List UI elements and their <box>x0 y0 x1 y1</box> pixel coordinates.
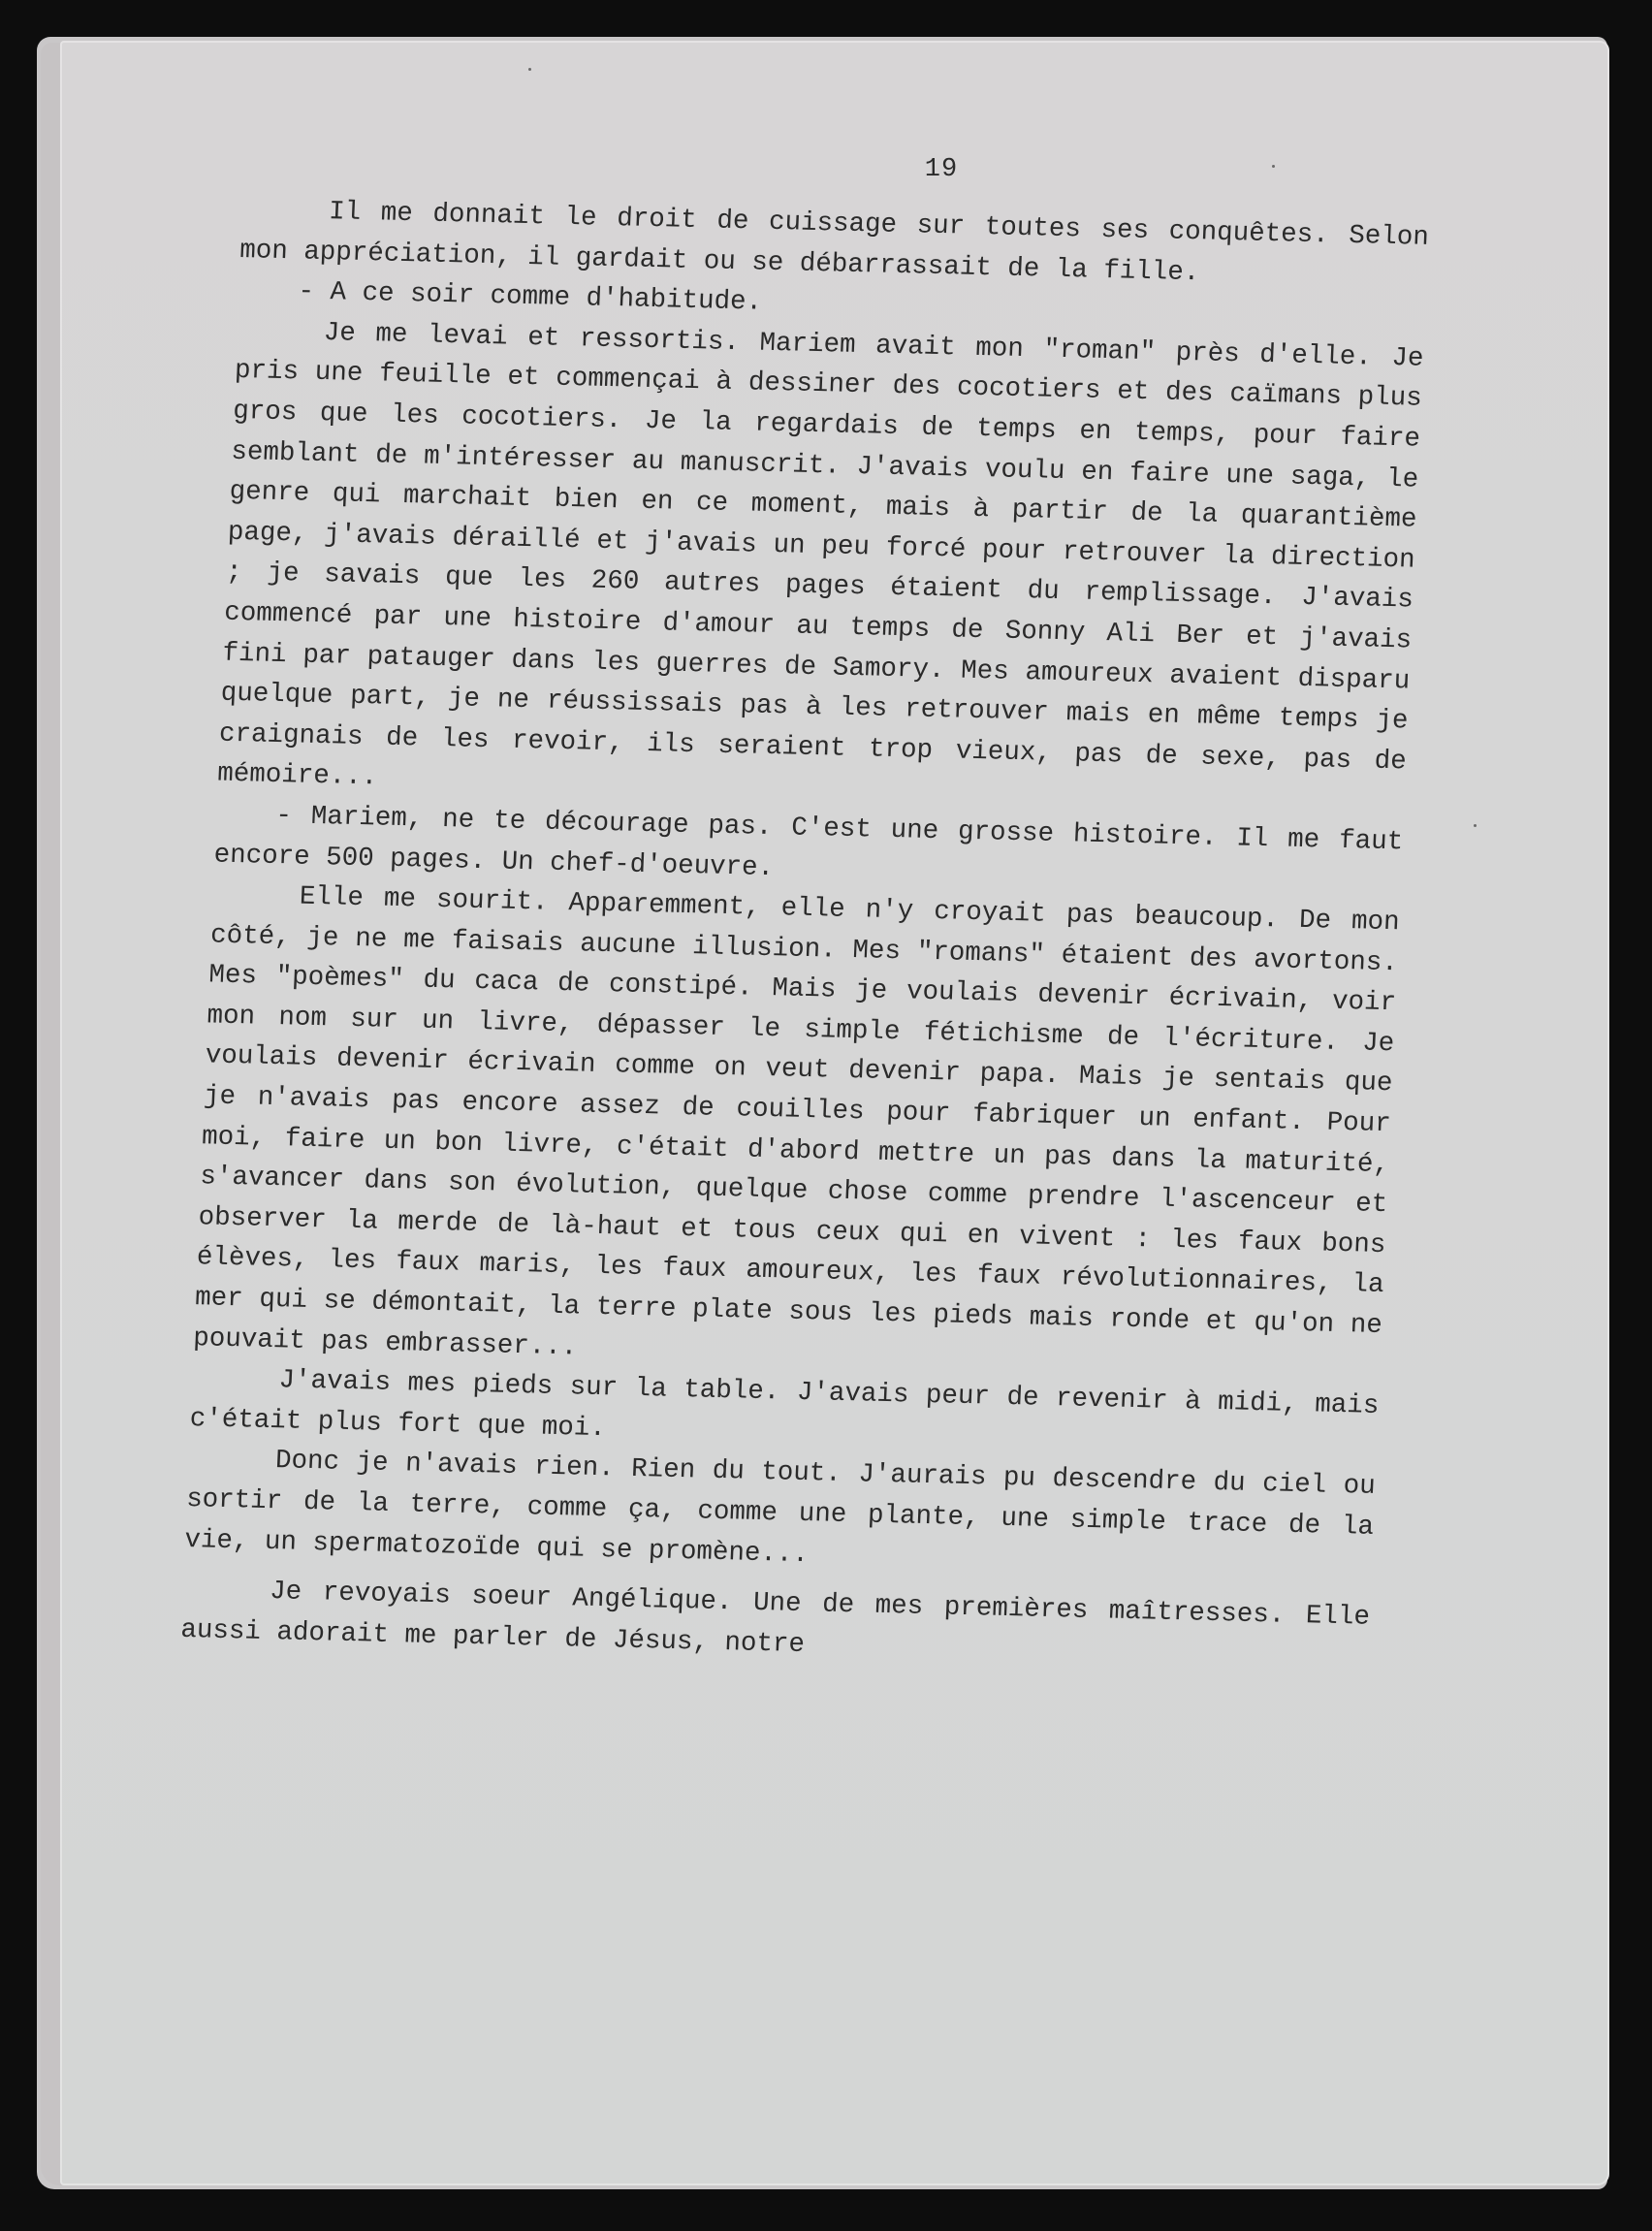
dialogue-line: - A ce soir comme d'habitude. <box>297 276 763 318</box>
paper-speck <box>528 68 531 71</box>
paper-speck <box>1474 824 1477 827</box>
page-number: 19 <box>924 155 959 184</box>
paragraph: Donc je n'avais rien. Rien du tout. J'aurais pu descendre du ciel ou sortir de la terre, comme ça, comme une plante, une simple trace de la vie, un spermatozoïde qui se promène... <box>183 1446 1377 1570</box>
paragraph: Elle me sourit. Apparemment, elle n'y croyait pas beaucoup. De mon côté, je ne me faisais aucune illusion. Mes "romans" étaient des avortons. Mes "poèmes" du caca de constipé. Mais je voulais devenir écrivain, voir mon nom sur un livre, dépasser le simple fétichisme de l'écriture. Je voulais devenir écrivain comme on veut devenir papa. Mais je sentais que je n'avais pas encore assez de couilles pour fabriquer un enfant. Pour moi, faire un bon livre, c'était d'abord mettre un pas dans la maturité, s'avancer dans son évolution, quelque chose comme prendre l'ascenceur et observer la merde de là-haut et tous ceux qui en vivent : les faux bons élèves, les faux maris, les faux amoureux, les faux révolutionnaires, la mer qui se démontait, la terre plate sous les pieds mais ronde et qu'on ne pouvait pas embrasser... <box>192 881 1401 1363</box>
page-body <box>180 190 1430 1678</box>
paragraph: Je me levai et ressortis. Mariem avait mon "roman" près d'elle. Je pris une feuille et commençai à dessiner des cocotiers et des caïmans plus gros que les cocotiers. Je la regardais de temps en temps, pour faire semblant de m'intéresser au manuscrit. J'avais voulu en faire une saga, le genre qui marchait bien en ce moment, mais à partir de la quarantième page, j'avais déraillé et j'avais un peu forcé pour retrouver la direction ; je savais que les 260 autres pages étaient du remplissage. J'avais commencé par une histoire d'amour au temps de Sonny Ali Ber et j'avais fini par patauger dans les guerres de Samory. Mes amoureux avaient disparu quelque part, je ne réussissais pas à les retrouver mais en même temps je craignais de les revoir, ils seraient trop vieux, pas de sexe, pas de mémoire... <box>216 317 1425 793</box>
paragraph: J'avais mes pieds sur la table. J'avais peur de revenir à midi, mais c'était plus fort que moi. <box>189 1365 1380 1444</box>
paper-speck <box>1272 165 1275 168</box>
paragraph: Il me donnait le droit de cuissage sur toutes ses conquêtes. Selon mon appréciation, il gardait ou se débarrassait de la fille. <box>238 197 1430 288</box>
dialogue-line: - Mariem, ne te décourage pas. C'est une grosse histoire. Il me faut encore 500 pages. Un chef-d'oeuvre. <box>213 800 1404 883</box>
paragraph: Je revoyais soeur Angélique. Une de mes premières maîtresses. Elle aussi adorait me parler de Jésus, notre <box>179 1577 1371 1660</box>
